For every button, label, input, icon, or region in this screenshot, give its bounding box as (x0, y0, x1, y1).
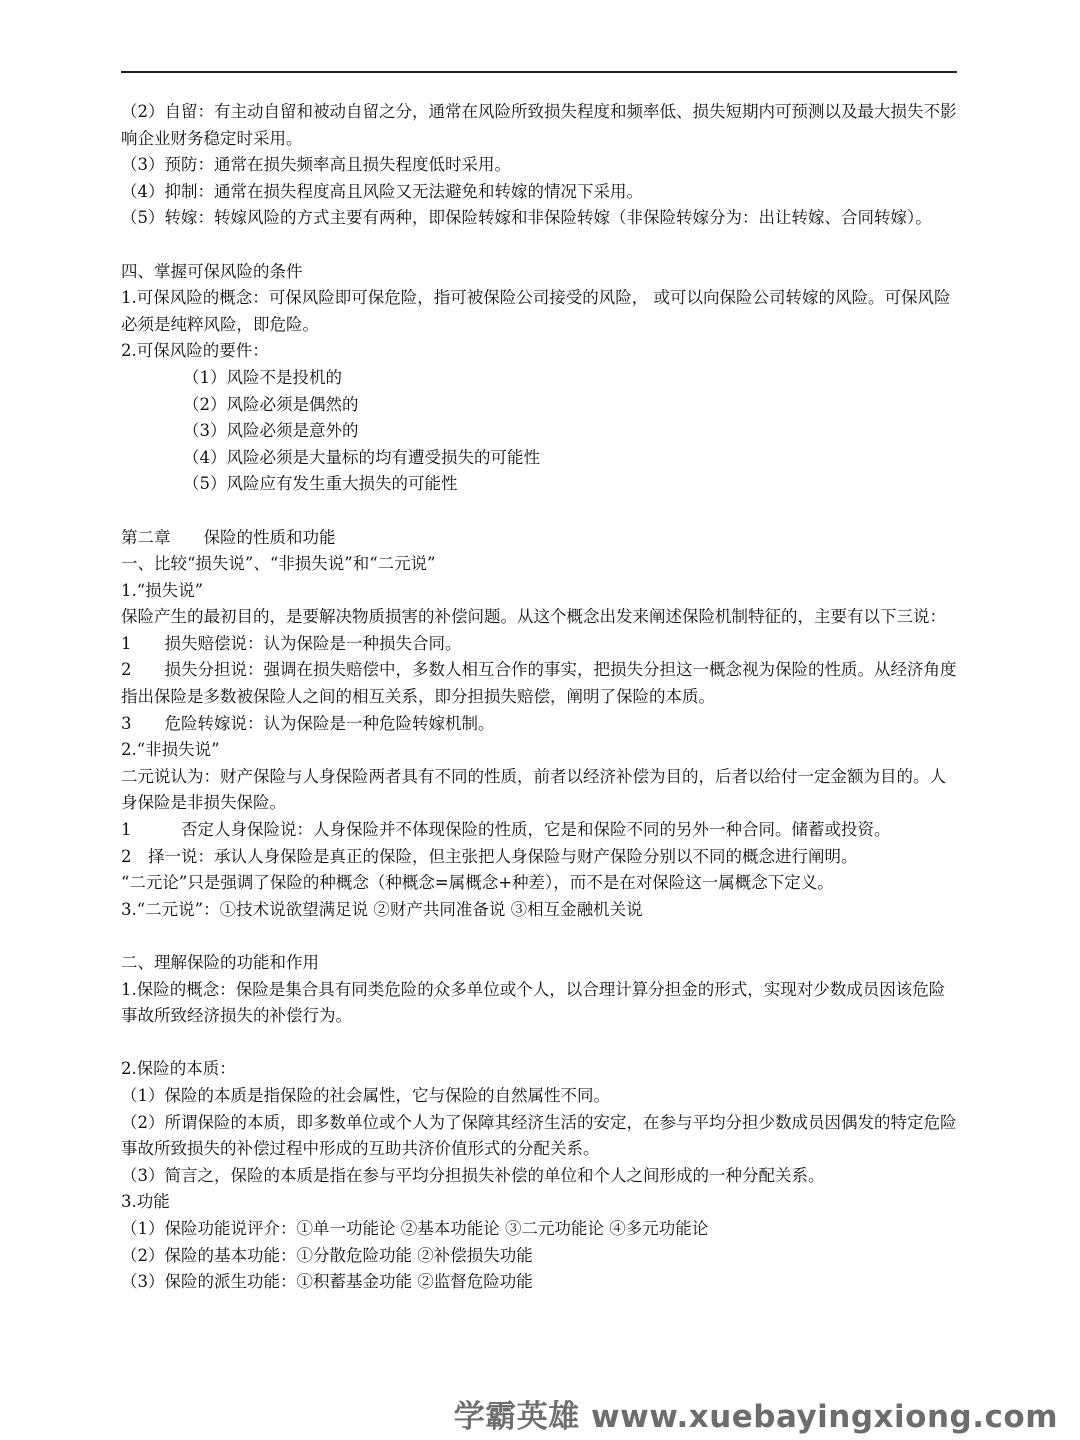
paragraph: 保险产生的最初目的，是要解决物质损害的补偿问题。从这个概念出发来阐述保险机制特征的，主要有以下三说： (121, 607, 946, 627)
header-rule (121, 71, 957, 73)
subheading: 1.“损失说” (121, 580, 204, 600)
document-body (121, 99, 957, 1296)
list-item: 1 否定人身保险说：人身保险并不体现保险的性质，它是和保险不同的另外一种合同。储蓄或投资。 (121, 820, 891, 840)
list-item: （1）风险不是投机的 (183, 367, 342, 387)
paragraph: “二元论”只是强调了保险的种概念（种概念=属概念+种差），而不是在对保险这一属概念下定义。 (121, 873, 834, 893)
list-item: （3）保险的派生功能：①积蓄基金功能 ②监督危险功能 (121, 1272, 533, 1292)
list-item: （4）风险必须是大量标的均有遭受损失的可能性 (183, 447, 540, 467)
paragraph: 2.可保风险的要件： (121, 341, 269, 361)
paragraph: 二元说认为：财产保险与人身保险两者具有不同的性质，前者以经济补偿为目的，后者以给付一定金额为目的。人身保险是非损失保险。 (121, 766, 946, 813)
paragraph: 1.可保风险的概念：可保风险即可保危险，指可被保险公司接受的风险， 或可以向保险公司转嫁的风险。可保风险必须是纯粹风险，即危险。 (121, 288, 951, 334)
list-item: （1）保险功能说评介：①单一功能论 ②基本功能论 ③二元功能论 ④多元功能论 (121, 1218, 709, 1238)
paragraph: （1）保险的本质是指保险的社会属性，它与保险的自然属性不同。 (121, 1085, 610, 1105)
list-item: （3）风险必须是意外的 (183, 421, 359, 441)
site-watermark: 学霸英雄 www.xuebayingxiong.com (453, 1399, 1058, 1435)
paragraph: （2）自留：有主动自留和被动自留之分，通常在风险所致损失程度和频率低、损失短期内可预测以及最大损失不影响企业财务稳定时采用。 (121, 102, 957, 148)
paragraph: （2）所谓保险的本质，即多数单位或个人为了保障其经济生活的安定，在参与平均分担少数成员因偶发的特定危险事故所致损失的补偿过程中形成的互助共济价值形式的分配关系。 (121, 1112, 957, 1159)
paragraph: （5）转嫁：转嫁风险的方式主要有两种，即保险转嫁和非保险转嫁（非保险转嫁分为：出让转嫁、合同转嫁）。 (121, 208, 932, 228)
list-item: （2）保险的基本功能：①分散危险功能 ②补偿损失功能 (121, 1245, 533, 1265)
subheading: 3.“二元说”：①技术说欲望满足说 ②财产共同准备说 ③相互金融机关说 (121, 899, 643, 919)
subheading: 3.功能 (121, 1192, 170, 1212)
list-item: 2 损失分担说：强调在损失赔偿中，多数人相互合作的事实，把损失分担这一概念视为保险的性质。从经济角度指出保险是多数被保险人之间的相互关系，即分担损失赔偿，阐明了保险的本质。 (121, 660, 957, 707)
section-heading: 四、掌握可保风险的条件 (121, 261, 303, 281)
section-heading: 一、比较“损失说”、“非损失说”和“二元说” (121, 554, 436, 574)
list-item: 1 损失赔偿说：认为保险是一种损失合同。 (121, 633, 462, 653)
paragraph: （4）抑制：通常在损失程度高且风险又无法避免和转嫁的情况下采用。 (121, 181, 643, 201)
paragraph: （3）预防：通常在损失频率高且损失程度低时采用。 (121, 155, 511, 175)
subheading: 2.保险的本质： (121, 1059, 236, 1079)
section-heading: 二、理解保险的功能和作用 (121, 953, 319, 972)
paragraph: 1.保险的概念：保险是集合具有同类危险的众多单位或个人，以合理计算分担金的形式，实现对少数成员因该危险事故所致经济损失的补偿行为。 (121, 979, 946, 1026)
list-item: （5）风险应有发生重大损失的可能性 (183, 474, 458, 494)
subheading: 2.“非损失说” (121, 740, 220, 760)
chapter-heading: 第二章 保险的性质和功能 (121, 527, 336, 547)
list-item: （2）风险必须是偶然的 (183, 394, 359, 414)
paragraph: （3）简言之，保险的本质是指在参与平均分担损失补偿的单位和个人之间形成的一种分配关系。 (121, 1165, 825, 1185)
list-item: 3 危险转嫁说：认为保险是一种危险转嫁机制。 (121, 713, 495, 733)
list-item: 2 择一说：承认人身保险是真正的保险，但主张把人身保险与财产保险分别以不同的概念进行阐明。 (121, 846, 858, 866)
